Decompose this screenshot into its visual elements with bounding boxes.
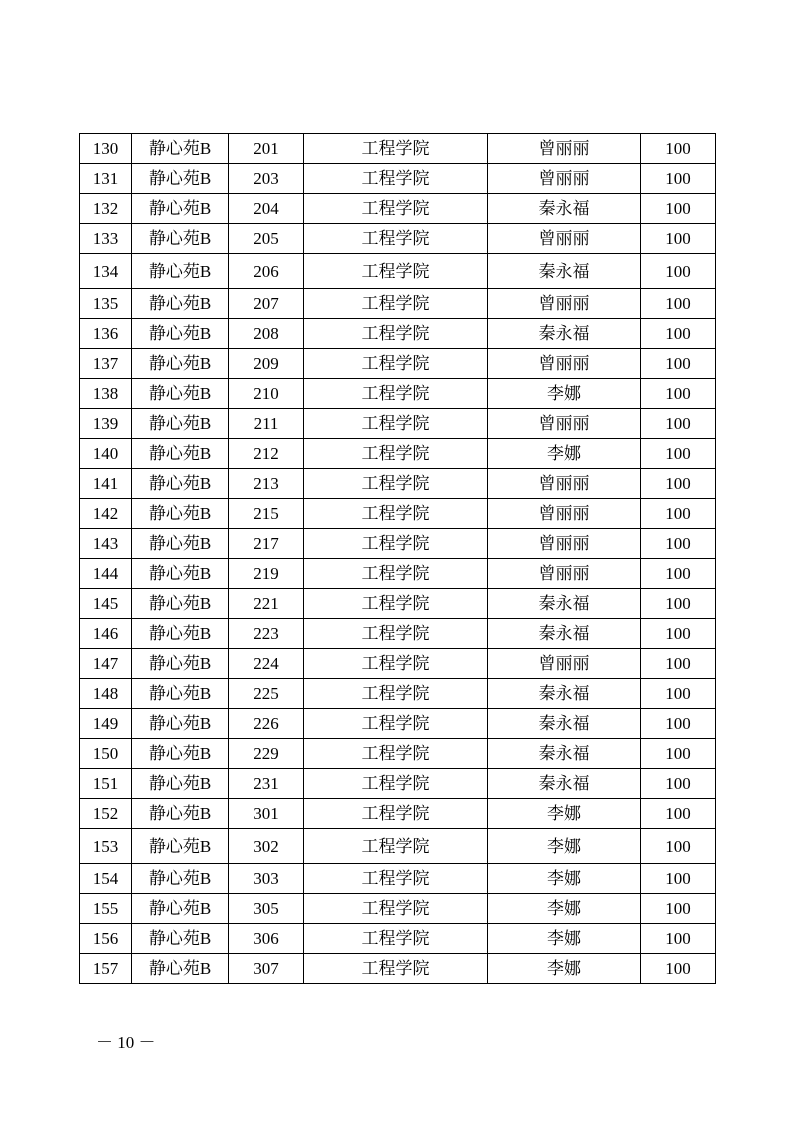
table-row — [80, 924, 716, 954]
table-row — [80, 739, 716, 769]
cell-contact: 秦永福 — [488, 319, 641, 349]
cell-score: 100 — [641, 954, 716, 984]
cell-score: 100 — [641, 559, 716, 589]
cell-college: 工程学院 — [304, 224, 488, 254]
cell-number: 137 — [80, 349, 132, 379]
cell-room: 206 — [229, 254, 304, 289]
table-row — [80, 134, 716, 164]
cell-room: 207 — [229, 289, 304, 319]
cell-college: 工程学院 — [304, 589, 488, 619]
cell-contact: 曾丽丽 — [488, 529, 641, 559]
cell-contact: 曾丽丽 — [488, 289, 641, 319]
cell-building: 静心苑B — [132, 134, 229, 164]
cell-room: 203 — [229, 164, 304, 194]
cell-building: 静心苑B — [132, 894, 229, 924]
cell-score: 100 — [641, 529, 716, 559]
cell-room: 213 — [229, 469, 304, 499]
cell-score: 100 — [641, 289, 716, 319]
cell-college: 工程学院 — [304, 619, 488, 649]
cell-room: 301 — [229, 799, 304, 829]
cell-score: 100 — [641, 439, 716, 469]
cell-score: 100 — [641, 864, 716, 894]
table-row — [80, 469, 716, 499]
cell-contact: 秦永福 — [488, 619, 641, 649]
cell-contact: 曾丽丽 — [488, 649, 641, 679]
cell-room: 302 — [229, 829, 304, 864]
cell-room: 210 — [229, 379, 304, 409]
cell-room: 221 — [229, 589, 304, 619]
cell-score: 100 — [641, 319, 716, 349]
cell-contact: 秦永福 — [488, 254, 641, 289]
dormitory-score-table — [79, 133, 716, 984]
table-row — [80, 499, 716, 529]
table-row — [80, 799, 716, 829]
cell-number: 153 — [80, 829, 132, 864]
cell-room: 226 — [229, 709, 304, 739]
cell-number: 142 — [80, 499, 132, 529]
cell-college: 工程学院 — [304, 499, 488, 529]
cell-room: 306 — [229, 924, 304, 954]
cell-college: 工程学院 — [304, 439, 488, 469]
cell-number: 138 — [80, 379, 132, 409]
cell-room: 215 — [229, 499, 304, 529]
cell-number: 139 — [80, 409, 132, 439]
cell-contact: 李娜 — [488, 379, 641, 409]
table-row — [80, 194, 716, 224]
cell-building: 静心苑B — [132, 619, 229, 649]
cell-building: 静心苑B — [132, 649, 229, 679]
cell-college: 工程学院 — [304, 864, 488, 894]
cell-number: 157 — [80, 954, 132, 984]
cell-number: 136 — [80, 319, 132, 349]
cell-number: 141 — [80, 469, 132, 499]
cell-college: 工程学院 — [304, 469, 488, 499]
cell-college: 工程学院 — [304, 349, 488, 379]
cell-contact: 秦永福 — [488, 679, 641, 709]
cell-college: 工程学院 — [304, 379, 488, 409]
cell-room: 231 — [229, 769, 304, 799]
cell-contact: 曾丽丽 — [488, 469, 641, 499]
cell-room: 224 — [229, 649, 304, 679]
cell-number: 132 — [80, 194, 132, 224]
cell-building: 静心苑B — [132, 224, 229, 254]
table-row — [80, 954, 716, 984]
cell-contact: 李娜 — [488, 439, 641, 469]
cell-building: 静心苑B — [132, 739, 229, 769]
cell-college: 工程学院 — [304, 924, 488, 954]
cell-room: 212 — [229, 439, 304, 469]
cell-building: 静心苑B — [132, 829, 229, 864]
cell-building: 静心苑B — [132, 439, 229, 469]
cell-building: 静心苑B — [132, 529, 229, 559]
table-row — [80, 559, 716, 589]
cell-building: 静心苑B — [132, 679, 229, 709]
cell-building: 静心苑B — [132, 164, 229, 194]
cell-contact: 李娜 — [488, 894, 641, 924]
cell-score: 100 — [641, 709, 716, 739]
cell-building: 静心苑B — [132, 559, 229, 589]
cell-building: 静心苑B — [132, 924, 229, 954]
cell-score: 100 — [641, 254, 716, 289]
cell-number: 152 — [80, 799, 132, 829]
cell-room: 201 — [229, 134, 304, 164]
table-row — [80, 619, 716, 649]
cell-room: 219 — [229, 559, 304, 589]
cell-college: 工程学院 — [304, 319, 488, 349]
cell-building: 静心苑B — [132, 799, 229, 829]
cell-contact: 秦永福 — [488, 194, 641, 224]
cell-number: 143 — [80, 529, 132, 559]
cell-college: 工程学院 — [304, 829, 488, 864]
table-row — [80, 709, 716, 739]
cell-score: 100 — [641, 799, 716, 829]
cell-room: 217 — [229, 529, 304, 559]
cell-number: 145 — [80, 589, 132, 619]
table-row — [80, 224, 716, 254]
cell-score: 100 — [641, 469, 716, 499]
cell-college: 工程学院 — [304, 164, 488, 194]
cell-college: 工程学院 — [304, 529, 488, 559]
table-row — [80, 289, 716, 319]
cell-number: 155 — [80, 894, 132, 924]
cell-score: 100 — [641, 224, 716, 254]
cell-college: 工程学院 — [304, 739, 488, 769]
table-row — [80, 679, 716, 709]
cell-contact: 秦永福 — [488, 709, 641, 739]
cell-contact: 曾丽丽 — [488, 559, 641, 589]
cell-contact: 秦永福 — [488, 739, 641, 769]
cell-contact: 李娜 — [488, 829, 641, 864]
cell-college: 工程学院 — [304, 254, 488, 289]
cell-score: 100 — [641, 134, 716, 164]
cell-score: 100 — [641, 379, 716, 409]
cell-contact: 李娜 — [488, 864, 641, 894]
cell-contact: 李娜 — [488, 799, 641, 829]
cell-number: 131 — [80, 164, 132, 194]
cell-room: 305 — [229, 894, 304, 924]
cell-building: 静心苑B — [132, 954, 229, 984]
cell-score: 100 — [641, 649, 716, 679]
table-row — [80, 864, 716, 894]
cell-college: 工程学院 — [304, 799, 488, 829]
cell-score: 100 — [641, 829, 716, 864]
cell-number: 144 — [80, 559, 132, 589]
cell-contact: 曾丽丽 — [488, 349, 641, 379]
cell-number: 151 — [80, 769, 132, 799]
cell-building: 静心苑B — [132, 319, 229, 349]
cell-contact: 李娜 — [488, 954, 641, 984]
cell-score: 100 — [641, 589, 716, 619]
cell-number: 134 — [80, 254, 132, 289]
table-row — [80, 894, 716, 924]
table-row — [80, 379, 716, 409]
cell-college: 工程学院 — [304, 289, 488, 319]
cell-college: 工程学院 — [304, 894, 488, 924]
cell-building: 静心苑B — [132, 589, 229, 619]
cell-college: 工程学院 — [304, 679, 488, 709]
cell-building: 静心苑B — [132, 349, 229, 379]
cell-score: 100 — [641, 924, 716, 954]
cell-contact: 曾丽丽 — [488, 134, 641, 164]
cell-score: 100 — [641, 894, 716, 924]
cell-contact: 曾丽丽 — [488, 409, 641, 439]
cell-college: 工程学院 — [304, 769, 488, 799]
cell-building: 静心苑B — [132, 709, 229, 739]
cell-building: 静心苑B — [132, 769, 229, 799]
cell-score: 100 — [641, 619, 716, 649]
cell-number: 154 — [80, 864, 132, 894]
table-row — [80, 649, 716, 679]
cell-college: 工程学院 — [304, 954, 488, 984]
cell-number: 150 — [80, 739, 132, 769]
cell-number: 149 — [80, 709, 132, 739]
cell-college: 工程学院 — [304, 409, 488, 439]
cell-number: 130 — [80, 134, 132, 164]
cell-contact: 曾丽丽 — [488, 224, 641, 254]
cell-college: 工程学院 — [304, 709, 488, 739]
cell-building: 静心苑B — [132, 469, 229, 499]
cell-room: 303 — [229, 864, 304, 894]
cell-building: 静心苑B — [132, 409, 229, 439]
cell-score: 100 — [641, 499, 716, 529]
cell-college: 工程学院 — [304, 194, 488, 224]
table-row — [80, 529, 716, 559]
cell-room: 225 — [229, 679, 304, 709]
cell-contact: 李娜 — [488, 924, 641, 954]
cell-score: 100 — [641, 409, 716, 439]
cell-college: 工程学院 — [304, 559, 488, 589]
cell-score: 100 — [641, 349, 716, 379]
cell-room: 205 — [229, 224, 304, 254]
cell-room: 208 — [229, 319, 304, 349]
cell-room: 229 — [229, 739, 304, 769]
cell-number: 133 — [80, 224, 132, 254]
cell-building: 静心苑B — [132, 194, 229, 224]
table-row — [80, 409, 716, 439]
cell-building: 静心苑B — [132, 254, 229, 289]
cell-contact: 曾丽丽 — [488, 164, 641, 194]
cell-number: 147 — [80, 649, 132, 679]
cell-number: 156 — [80, 924, 132, 954]
cell-score: 100 — [641, 679, 716, 709]
table-row — [80, 164, 716, 194]
table-row — [80, 319, 716, 349]
table-row — [80, 254, 716, 289]
cell-building: 静心苑B — [132, 289, 229, 319]
cell-room: 307 — [229, 954, 304, 984]
cell-room: 223 — [229, 619, 304, 649]
table-row — [80, 769, 716, 799]
cell-building: 静心苑B — [132, 864, 229, 894]
table-row — [80, 439, 716, 469]
cell-contact: 曾丽丽 — [488, 499, 641, 529]
cell-college: 工程学院 — [304, 134, 488, 164]
cell-score: 100 — [641, 164, 716, 194]
cell-room: 209 — [229, 349, 304, 379]
cell-score: 100 — [641, 739, 716, 769]
cell-number: 148 — [80, 679, 132, 709]
cell-college: 工程学院 — [304, 649, 488, 679]
cell-room: 204 — [229, 194, 304, 224]
table-row — [80, 589, 716, 619]
cell-number: 135 — [80, 289, 132, 319]
cell-contact: 秦永福 — [488, 769, 641, 799]
cell-room: 211 — [229, 409, 304, 439]
cell-contact: 秦永福 — [488, 589, 641, 619]
cell-score: 100 — [641, 194, 716, 224]
cell-number: 140 — [80, 439, 132, 469]
table-row — [80, 829, 716, 864]
table-row — [80, 349, 716, 379]
table-body — [80, 134, 716, 984]
cell-score: 100 — [641, 769, 716, 799]
page-number: － 10 － — [96, 1033, 156, 1052]
cell-building: 静心苑B — [132, 379, 229, 409]
cell-building: 静心苑B — [132, 499, 229, 529]
cell-number: 146 — [80, 619, 132, 649]
